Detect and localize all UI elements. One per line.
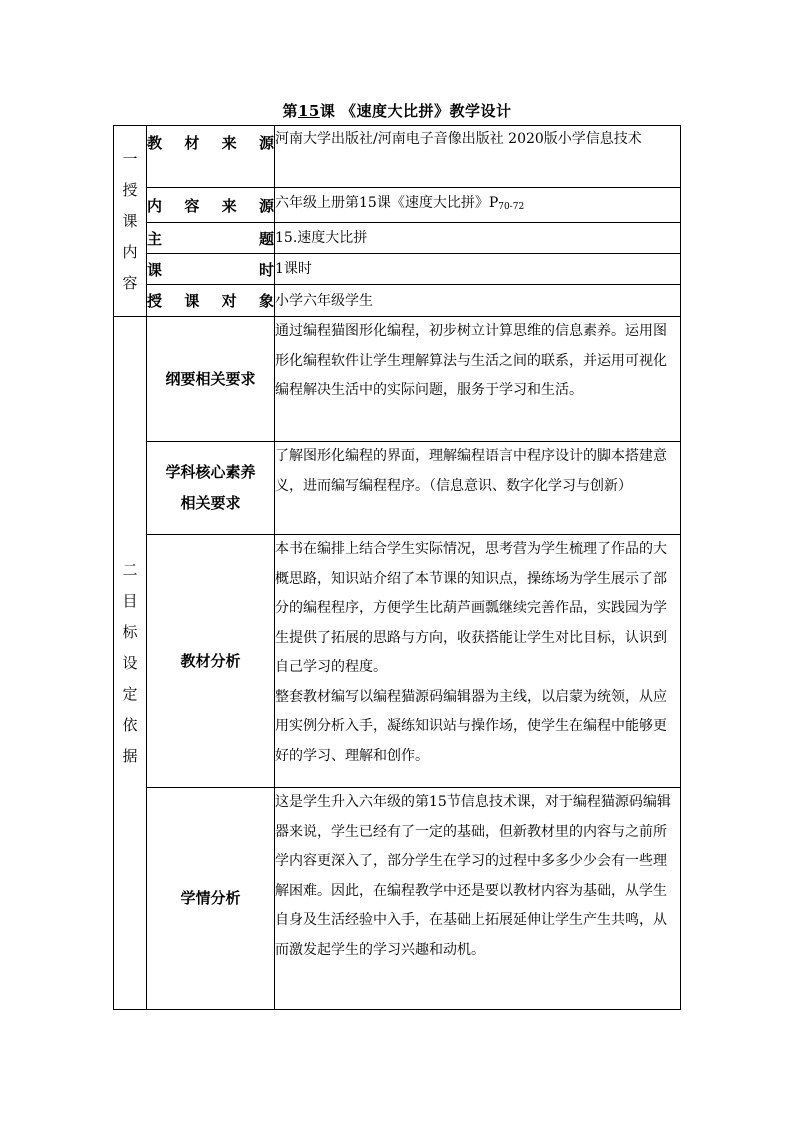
basis-label-learner-analysis	[147, 788, 275, 1010]
section-char: 容	[122, 273, 138, 292]
row-core-literacy	[114, 442, 681, 535]
section-char: 目	[122, 591, 138, 610]
label-char: 来	[221, 196, 237, 215]
section-char: 课	[122, 211, 138, 230]
label-char: 来	[221, 134, 237, 152]
basis-label-curriculum	[147, 317, 275, 442]
section-goal-basis-label	[114, 317, 147, 1010]
field-value-class-hours: 1课时	[275, 254, 681, 285]
label-char: 对	[221, 292, 237, 310]
field-label-class-hours	[147, 254, 275, 285]
label-char: 课	[147, 260, 163, 279]
title-suffix: 课 《速度大比拼》教学设计	[319, 102, 512, 120]
title-prefix: 第	[282, 102, 298, 120]
label-line: 学情分析	[180, 889, 241, 907]
basis-text-curriculum	[275, 317, 681, 442]
field-label-audience	[147, 285, 275, 317]
field-value-content-source	[275, 188, 681, 223]
row-curriculum-requirements	[114, 317, 681, 442]
section-char: 二	[122, 560, 138, 579]
label-char: 主	[147, 229, 163, 248]
section-char: 授	[122, 180, 138, 199]
document-title	[0, 100, 794, 121]
label-char: 授	[147, 292, 163, 310]
label-char: 象	[258, 292, 274, 310]
section-char: 据	[122, 746, 138, 765]
row-textbook-source	[114, 126, 681, 188]
basis-text-textbook-analysis	[275, 535, 681, 788]
label-char: 源	[258, 196, 274, 215]
section-char: 设	[122, 653, 138, 672]
field-label-content-source	[147, 188, 275, 223]
label-line: 教材分析	[180, 651, 241, 670]
row-learner-analysis	[114, 788, 681, 1010]
paragraph: 整套教材编写以编程猫源码编辑器为主线，以启蒙为统领，从应用实例分析入手，凝练知识站与操作场，使学生在编程中能够更好的学习、理解和创作。	[275, 688, 667, 764]
row-textbook-analysis	[114, 535, 681, 788]
paragraph: 通过编程猫图形化编程，初步树立计算思维的信息素养。运用图形化编程软件让学生理解算法与生活之间的联系，并运用可视化编程解决生活中的实际问题，服务于学习和生活。	[275, 323, 667, 398]
label-char: 容	[184, 196, 200, 215]
lesson-plan-table	[113, 125, 681, 1010]
paragraph: 了解图形化编程的界面，理解编程语言中程序设计的脚本搭建意义，进而编写编程程序。（信息意识、数字化学习与创新）	[275, 448, 667, 494]
label-char: 内	[147, 196, 163, 215]
paragraph: 本书在编排上结合学生实际情况，思考营为学生梳理了作品的大概思路，知识站介绍了本节课的知识点，操练场为学生展示了部分的编程程序，方便学生比葫芦画瓢继续完善作品，实践园为学生提供了拓展的思路与方向，收获搭能让学生对比目标，认识到自己学习的程度。	[275, 541, 667, 675]
field-value-textbook-source: 河南大学出版社/河南电子音像出版社 2020版小学信息技术	[275, 126, 681, 188]
section-char: 一	[122, 149, 138, 168]
row-content-source	[114, 188, 681, 223]
label-char: 教	[147, 134, 163, 152]
label-char: 题	[258, 229, 274, 248]
label-char: 课	[184, 292, 200, 310]
section-char: 定	[122, 684, 138, 703]
section-char: 内	[122, 242, 138, 261]
basis-label-textbook-analysis	[147, 535, 275, 788]
row-topic	[114, 223, 681, 254]
label-char: 源	[258, 134, 274, 152]
label-line: 相关要求	[180, 494, 241, 512]
basis-text-learner-analysis	[275, 788, 681, 1010]
label-char: 时	[258, 260, 274, 279]
field-label-textbook-source	[147, 126, 275, 188]
basis-label-core-literacy	[147, 442, 275, 535]
section-teaching-content-label	[114, 126, 147, 317]
row-audience	[114, 285, 681, 317]
basis-text-core-literacy	[275, 442, 681, 535]
label-line: 学科核心素养	[165, 463, 256, 481]
field-value-audience: 小学六年级学生	[275, 285, 681, 317]
field-label-topic	[147, 223, 275, 254]
page-range: 70-72	[498, 202, 525, 212]
label-char: 材	[184, 134, 200, 152]
lesson-number: 15	[297, 102, 320, 120]
field-value-topic: 15.速度大比拼	[275, 223, 681, 254]
paragraph: 这是学生升入六年级的第15节信息技术课，对于编程猫源码编辑器来说，学生已经有了一定的基础，但新教材里的内容与之前所学内容更深入了，部分学生在学习的过程中多多少少会有一些理解困难。因此，在编程教学中还是要以教材内容为基础，从学生自身及生活经验中入手，在基础上拓展延伸让学生产生共鸣，从而激发起学生的学习兴趣和动机。	[275, 794, 671, 958]
section-char: 依	[122, 715, 138, 734]
section-char: 标	[122, 622, 138, 641]
content-source-text: 六年级上册第15课《速度大比拼》P	[275, 195, 499, 211]
label-line: 纲要相关要求	[165, 369, 256, 388]
row-class-hours	[114, 254, 681, 285]
